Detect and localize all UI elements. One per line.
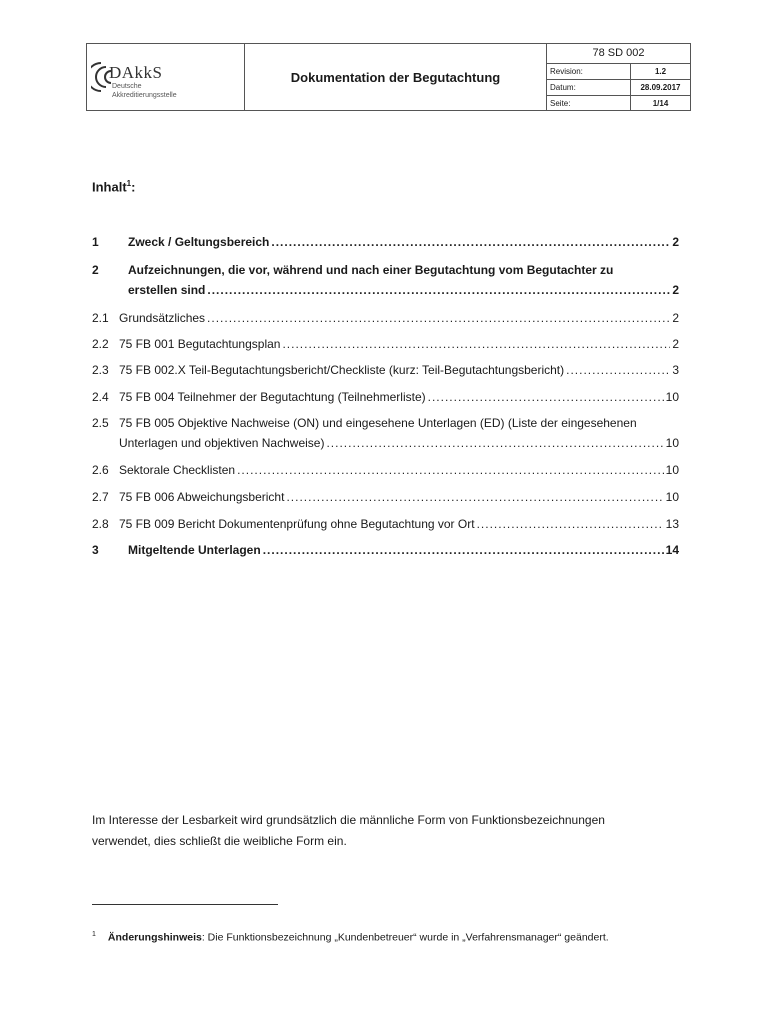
toc-text: Grundsätzliches [119,311,206,325]
toc-entry-2-4[interactable] [92,390,679,404]
toc-text: 75 FB 002.X Teil-Begutachtungsbericht/Checkliste (kurz: Teil-Begutachtungsbericht) [119,363,565,377]
toc-leader [282,337,670,351]
notice-line-2: verwendet, dies schließt die weibliche Form ein. [92,834,347,848]
toc-text: Aufzeichnungen, die vor, während und nach einer Begutachtung vom Begutachter zu [128,263,614,277]
toc-text: erstellen sind [128,283,206,297]
toc-page: 13 [665,517,679,531]
toc-leader [237,463,664,477]
toc-num: 3 [92,543,99,557]
toc-entry-2[interactable] [92,263,679,277]
toc-leader [263,543,664,557]
dakks-arcs-icon [91,60,111,94]
toc-entry-2-7[interactable] [92,490,679,504]
toc-page: 10 [665,490,679,504]
toc-entry-1[interactable] [92,235,679,249]
meta-revision [547,64,690,80]
footnote [92,931,692,944]
toc-text: 75 FB 004 Teilnehmer der Begutachtung (Teilnehmerliste) [119,390,426,404]
toc-leader [428,390,664,404]
toc-leader [326,436,663,450]
meta-key: Revision: [547,64,631,79]
toc-num: 2.2 [92,337,109,351]
toc-leader [566,363,670,377]
toc-leader [207,311,670,325]
toc-num: 2 [92,263,99,277]
toc-text: Zweck / Geltungsbereich [128,235,270,249]
footnote-number: 1 [92,931,96,938]
toc-entry-2-8[interactable] [92,517,679,531]
toc-num: 2.1 [92,311,109,325]
toc-entry-2-5[interactable] [92,416,679,430]
toc-text: Sektorale Checklisten [119,463,236,477]
toc-leader [271,235,670,249]
document-id: 78 SD 002 [547,44,690,64]
toc-entry-2-2[interactable] [92,337,679,351]
meta-value: 1.2 [654,67,667,76]
meta-date [547,80,690,96]
footnote-separator [92,904,278,905]
footnote-label: Änderungshinweis [107,931,202,944]
toc-page: 10 [665,463,679,477]
toc-heading-text: Inhalt [92,179,127,195]
logo-subtitle-2: Akkreditierungsstelle [112,92,177,99]
toc-leader [286,490,663,504]
logo [87,44,245,110]
toc-page: 10 [665,436,679,450]
toc-leader [207,283,670,297]
toc-page: 14 [665,543,679,557]
footnote-text: : Die Funktionsbezeichnung „Kundenbetreuer“ wurde in „Verfahrensmanager“ geändert. [201,931,609,944]
toc-num: 1 [92,235,99,249]
toc-heading-suffix: : [131,179,136,195]
toc-text: 75 FB 006 Abweichungsbericht [119,490,285,504]
toc-num: 2.4 [92,390,109,404]
toc-text: 75 FB 005 Objektive Nachweise (ON) und eingesehene Unterlagen (ED) (Liste der eingesehenen [119,416,637,430]
toc-page: 2 [672,235,679,249]
toc-page: 2 [672,337,679,351]
logo-subtitle-1: Deutsche [112,83,142,90]
toc-entry-2-3[interactable] [92,363,679,377]
toc-num: 2.7 [92,490,109,504]
meta-page [547,96,690,111]
meta-value: 28.09.2017 [640,83,681,92]
toc-entry-2-5-cont[interactable] [119,436,679,450]
toc-entry-2-6[interactable] [92,463,679,477]
toc-page: 10 [665,390,679,404]
document-title: Dokumentation der Begutachtung [245,44,547,110]
meta-value: 1/14 [652,99,669,108]
toc-entry-2-cont[interactable] [128,283,679,297]
toc-num: 2.5 [92,416,109,430]
toc-num: 2.3 [92,363,109,377]
toc-page: 2 [672,311,679,325]
toc-page: 2 [672,283,679,297]
document-meta [547,44,690,110]
toc-num: 2.8 [92,517,109,531]
toc-num: 2.6 [92,463,109,477]
notice-line-1: Im Interesse der Lesbarkeit wird grundsätzlich die männliche Form von Funktionsbezeichnungen [92,813,605,827]
toc-entry-3[interactable] [92,543,679,557]
toc-heading-footnote-ref[interactable]: 1 [126,179,132,188]
toc-page: 3 [672,363,679,377]
toc-text: 75 FB 001 Begutachtungsplan [119,337,281,351]
toc-text: Unterlagen und objektiven Nachweise) [119,436,325,450]
toc-leader [477,517,664,531]
meta-key: Datum: [547,80,631,95]
meta-key: Seite: [547,96,631,111]
toc-text: 75 FB 009 Bericht Dokumentenprüfung ohne Begutachtung vor Ort [119,517,475,531]
logo-name: DAkkS [109,63,163,82]
toc-text: Mitgeltende Unterlagen [128,543,261,557]
notice-paragraph [92,810,692,852]
toc-entry-2-1[interactable] [92,311,679,325]
toc-heading [92,179,135,194]
document-header [86,43,691,111]
